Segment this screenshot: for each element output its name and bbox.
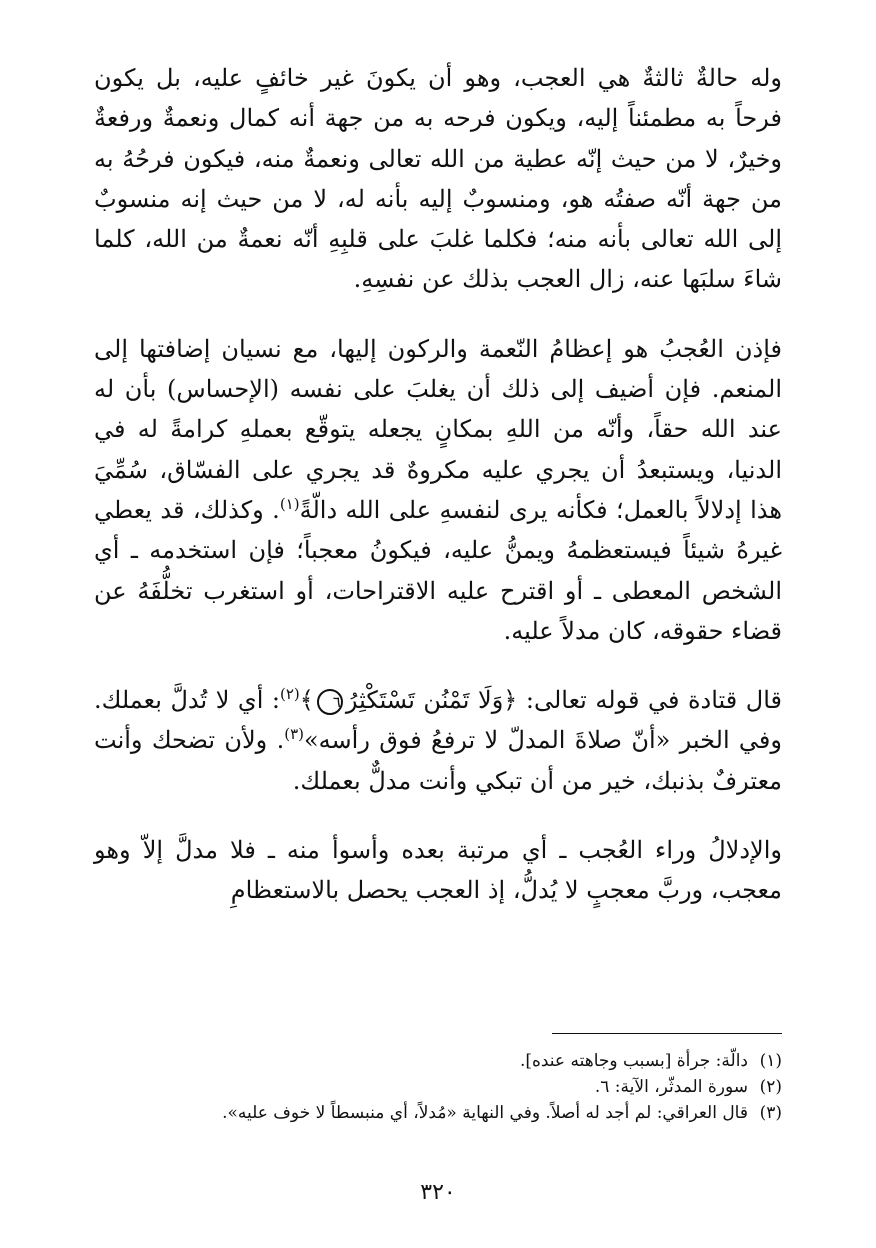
footnote-3-number: (٣) bbox=[759, 1103, 782, 1123]
footnote-2-number: (٢) bbox=[759, 1077, 782, 1097]
footnote-3-text: قال العراقي: لم أجد له أصلاً. وفي النهاية «مُدلاً، أي منبسطاً لا خوف عليه». bbox=[222, 1103, 748, 1123]
quran-verse: ﴿وَلَا تَمْنُن تَسْتَكْثِرُ bbox=[345, 686, 518, 715]
quran-verse-close: ﴾ bbox=[299, 686, 314, 715]
page-number: ٣٢٠ bbox=[420, 1180, 456, 1205]
paragraph-4: والإدلالُ وراء العُجب ـ أي مرتبة بعده وأسوأ منه ـ فلا مدلَّ إلاّ وهو معجب، وربَّ معجبٍ لا يُدلُّ، إذ العجب يحصل بالاستعظامِ bbox=[94, 836, 782, 905]
paragraph-2 bbox=[94, 329, 782, 651]
paragraph-2-text-after: . وكذلك، قد يعطي غيرهُ شيئاً فيستعظمهُ ويمنُّ عليه، فيكونُ معجباً؛ فإن استخدمه ـ أي الشخص المعطى ـ أو اقترح عليه الاقتراحات، أو استغرب تخلُّفَهُ عن قضاء حقوقه، كان مدلاً عليه. bbox=[94, 495, 782, 645]
footnote-ref-1[interactable]: (١) bbox=[279, 494, 300, 513]
footnote-3 bbox=[94, 1100, 782, 1126]
footnote-2 bbox=[94, 1074, 782, 1100]
paragraph-1: وله حالةٌ ثالثةٌ هي العجب، وهو أن يكونَ غير خائفٍ عليه، بل يكون فرحاً به مطمئناً إليه، ويكون فرحه به من جهة أنه كمال ونعمةٌ ورفعةٌ وخيرٌ، لا من حيث إنّه عطية من الله تعالى ونعمةٌ منه، فيكون فرحُهُ به من جهة أنّه صفتُه هو، ومنسوبٌ إليه بأنه له، لا من حيث إنه منسوبٌ إلى الله تعالى بأنه منه؛ فكلما غلبَ على قلبِهِ أنّه نعمةٌ من الله، كلما شاءَ سلبَها عنه، زال العجب بذلك عن نفسِهِ. bbox=[94, 64, 782, 294]
footnote-2-text: سورة المدثّر، الآية: ٦. bbox=[594, 1077, 748, 1097]
ayah-number-marker: ٦ bbox=[317, 689, 343, 715]
footnote-ref-3[interactable]: (٣) bbox=[284, 725, 304, 744]
footnote-ref-2[interactable]: (٢) bbox=[279, 685, 300, 704]
footnote-1-number: (١) bbox=[759, 1051, 782, 1071]
paragraph-3-mid: : أي لا تُدلَّ بعملك. وفي الخبر «أنّ صلاةَ المدلّ لا ترفعُ فوق رأسه» bbox=[94, 686, 782, 755]
main-text bbox=[94, 58, 782, 911]
paragraph-3-end: . ولأن تضحك وأنت معترفٌ بذنبك، خير من أن تبكي وأنت مدلٌّ بعملك. bbox=[94, 726, 782, 795]
footnote-1-text: دالّة: جرأة [بسبب وجاهته عنده]. bbox=[519, 1051, 748, 1071]
footnotes bbox=[94, 1048, 782, 1126]
footnote-divider bbox=[552, 1033, 782, 1034]
paragraph-3-intro: قال قتادة في قوله تعالى: bbox=[517, 686, 783, 715]
footnote-1 bbox=[94, 1048, 782, 1074]
paragraph-3 bbox=[94, 680, 782, 801]
paragraph-2-text: فإذن العُجبُ هو إعظامُ النّعمة والركون إليها، مع نسيان إضافتها إلى المنعم. فإن أضيف إلى ذلك أن يغلبَ على نفسه (الإحساس) بأن له عند الله حقاً، وأنّه من اللهِ بمكانٍ يجعله يتوقّع بعملهِ كرامةً له في الدنيا، ويستبعدُ أن يجري عليه مكروهٌ قد يجري على الفسّاق، سُمِّيَ هذا إدلالاً بالعمل؛ فكأنه يرى لنفسهِ على الله دالّةً bbox=[94, 334, 783, 524]
